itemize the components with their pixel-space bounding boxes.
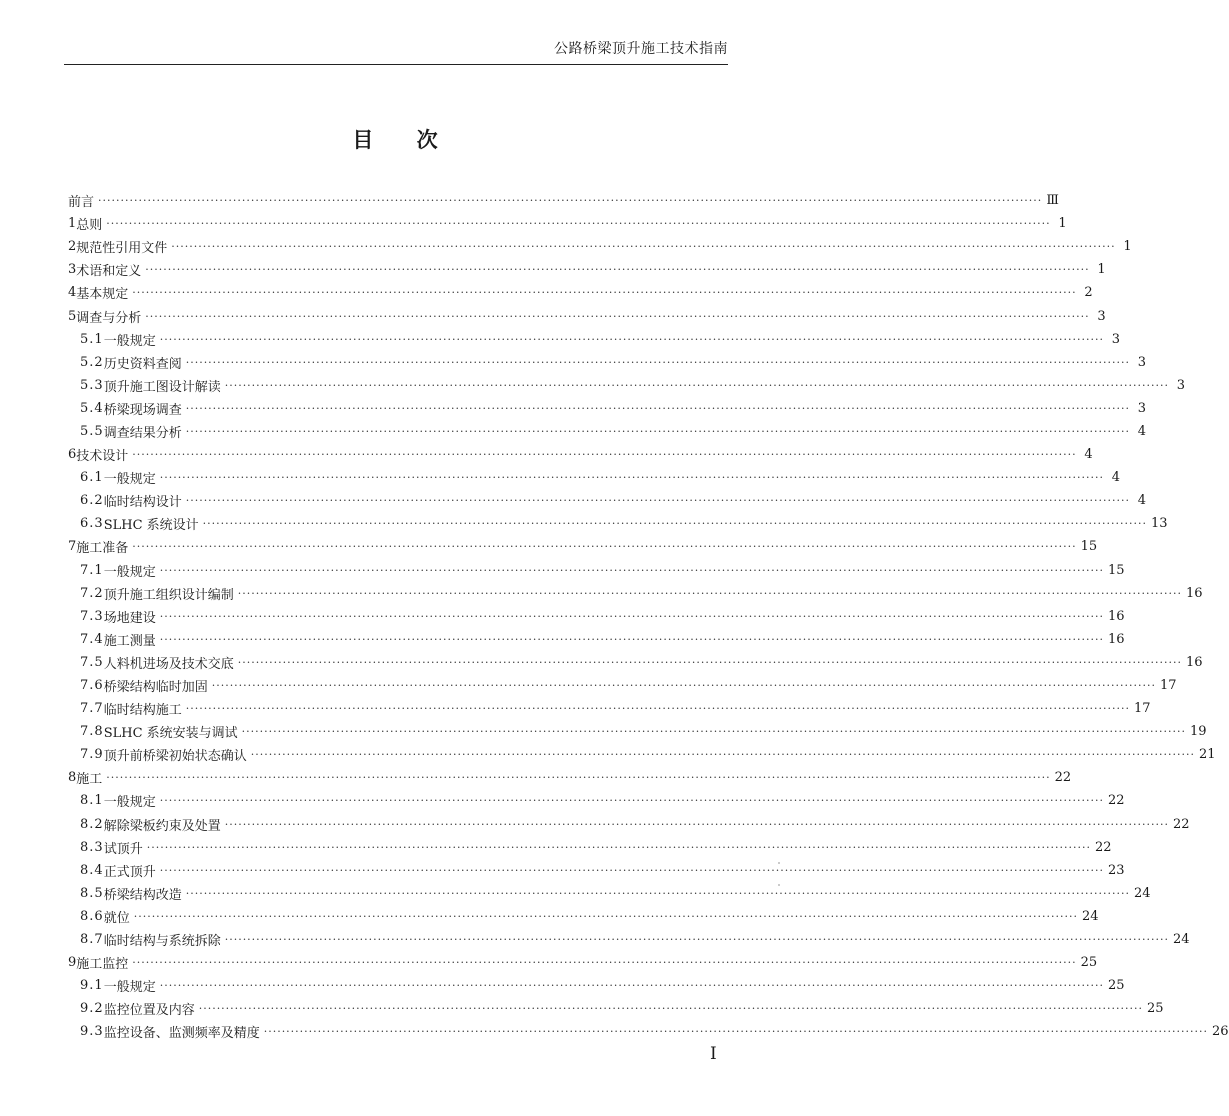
page-title: 目 次 xyxy=(352,128,438,152)
toc-entry-title: 规范性引用文件 xyxy=(76,241,168,257)
toc-leader-dots xyxy=(242,725,1186,738)
toc-entry[interactable] xyxy=(68,859,1125,882)
toc-entry-title: 监控位置及内容 xyxy=(103,1003,195,1019)
toc-entry[interactable] xyxy=(68,674,1177,697)
toc-entry[interactable] xyxy=(68,443,1093,466)
toc-entry-page: 24 xyxy=(1173,932,1190,948)
scan-speck xyxy=(778,884,780,886)
toc-entry-number: 7.8 xyxy=(80,724,104,740)
toc-entry[interactable] xyxy=(68,328,1120,351)
toc-entry-title: 技术设计 xyxy=(76,449,129,465)
toc-entry-title: 临时结构与系统拆除 xyxy=(103,934,221,950)
toc-entry-number: 2 xyxy=(68,239,77,255)
toc-entry-title: 一般规定 xyxy=(103,333,156,349)
toc-entry-number: 5.1 xyxy=(80,331,104,347)
toc-entry-number: 9.3 xyxy=(80,1024,104,1040)
toc-entry-page: 19 xyxy=(1189,724,1207,740)
toc-leader-dots xyxy=(264,1025,1208,1038)
toc-leader-dots xyxy=(160,564,1104,577)
toc-entry-title: 桥梁结构临时加固 xyxy=(103,680,208,696)
toc-leader-dots xyxy=(160,633,1104,646)
toc-entry[interactable] xyxy=(68,720,1207,743)
toc-leader-dots xyxy=(203,517,1147,530)
toc-entry[interactable] xyxy=(68,766,1072,789)
toc-entry[interactable] xyxy=(68,189,1059,212)
toc-leader-dots xyxy=(186,402,1130,415)
toc-entry-page: 4 xyxy=(1084,447,1093,463)
toc-entry-number: 7.5 xyxy=(80,654,104,670)
toc-entry-title: 一般规定 xyxy=(103,472,156,488)
toc-leader-dots xyxy=(106,771,1050,784)
toc-entry-page: 15 xyxy=(1108,562,1125,578)
toc-leader-dots xyxy=(98,194,1042,207)
toc-entry[interactable] xyxy=(68,489,1146,512)
toc-entry-number: 7.7 xyxy=(80,701,104,717)
toc-leader-dots xyxy=(212,679,1156,692)
toc-entry-title: 施工 xyxy=(76,772,103,788)
toc-leader-dots xyxy=(171,240,1115,253)
toc-leader-dots xyxy=(147,841,1091,854)
toc-entry-title: 桥梁现场调查 xyxy=(103,402,182,418)
toc-entry[interactable] xyxy=(68,582,1203,605)
toc-entry-title: 人料机进场及技术交底 xyxy=(103,656,234,672)
toc-entry[interactable] xyxy=(68,997,1164,1020)
toc-entry-page: 2 xyxy=(1084,285,1093,301)
toc-entry[interactable] xyxy=(68,466,1120,489)
toc-entry[interactable] xyxy=(68,836,1112,859)
toc-leader-dots xyxy=(132,448,1076,461)
toc-leader-dots xyxy=(238,587,1182,600)
toc-entry[interactable] xyxy=(68,882,1151,905)
toc-leader-dots xyxy=(225,818,1169,831)
toc-entry[interactable] xyxy=(68,1020,1229,1043)
toc-entry-page: 1 xyxy=(1123,239,1132,255)
toc-entry-title: 顶升施工组织设计编制 xyxy=(103,587,234,603)
toc-entry-number: 7.9 xyxy=(80,747,104,763)
header-rule xyxy=(64,64,728,65)
toc-entry[interactable] xyxy=(68,628,1125,651)
toc-leader-dots xyxy=(160,333,1104,346)
toc-entry[interactable] xyxy=(68,789,1125,812)
toc-leader-dots xyxy=(160,864,1104,877)
toc-entry[interactable] xyxy=(68,374,1185,397)
toc-entry-page: 25 xyxy=(1080,955,1098,971)
toc-entry-page: Ⅲ xyxy=(1046,193,1059,209)
toc-entry-number: 6.2 xyxy=(80,493,104,509)
toc-entry-number: 8.4 xyxy=(80,862,104,878)
toc-entry-page: 4 xyxy=(1137,423,1146,439)
toc-entry-title: 施工监控 xyxy=(76,957,129,973)
toc-leader-dots xyxy=(186,702,1130,715)
toc-leader-dots xyxy=(160,979,1104,992)
toc-entry[interactable] xyxy=(68,420,1146,443)
toc-entry-title: 调查与分析 xyxy=(76,310,142,326)
toc-entry[interactable] xyxy=(68,351,1146,374)
toc-entry-number: 8.6 xyxy=(80,908,104,924)
toc-entry[interactable] xyxy=(68,212,1067,235)
toc-entry-number: 8.7 xyxy=(80,932,104,948)
toc-entry-number: 7.3 xyxy=(80,608,104,624)
toc-entry-title: 场地建设 xyxy=(103,610,156,626)
toc-leader-dots xyxy=(132,540,1076,553)
running-header-title: 公路桥梁顶升施工技术指南 xyxy=(554,41,728,57)
toc-leader-dots xyxy=(186,494,1130,507)
toc-entry-title: 基本规定 xyxy=(76,287,129,303)
toc-leader-dots xyxy=(145,310,1089,323)
toc-leader-dots xyxy=(160,610,1104,623)
toc-entry-page: 24 xyxy=(1134,885,1151,901)
toc-leader-dots xyxy=(145,263,1089,276)
toc-entry-number: 8.3 xyxy=(80,839,104,855)
toc-entry-title: 解除梁板约束及处置 xyxy=(103,818,221,834)
toc-entry-page: 22 xyxy=(1095,839,1112,855)
toc-entry-title: 历史资料查阅 xyxy=(103,356,182,372)
toc-entry[interactable] xyxy=(68,281,1093,304)
toc-leader-dots xyxy=(238,656,1182,669)
toc-entry[interactable] xyxy=(68,304,1106,327)
toc-entry-title: SLHC 系统设计 xyxy=(103,518,199,534)
toc-entry-number: 9.2 xyxy=(80,1001,104,1017)
toc-entry-number: 8.2 xyxy=(80,816,104,832)
toc-entry[interactable] xyxy=(68,743,1216,766)
toc-entry-number: 7.6 xyxy=(80,678,104,694)
toc-entry-title: 施工测量 xyxy=(103,633,156,649)
toc-entry-page: 21 xyxy=(1199,747,1216,763)
toc-entry-number: 8.5 xyxy=(80,885,104,901)
toc-entry[interactable] xyxy=(68,951,1098,974)
toc-entry-title: 桥梁结构改造 xyxy=(103,887,182,903)
toc-entry-page: 1 xyxy=(1097,262,1106,278)
toc-entry[interactable] xyxy=(68,235,1132,258)
toc-entry[interactable] xyxy=(68,258,1106,281)
toc-entry-title: 调查结果分析 xyxy=(103,425,182,441)
toc-entry-number: 5.5 xyxy=(80,423,104,439)
toc-leader-dots xyxy=(160,794,1104,807)
toc-entry-title: 监控设备、监测频率及精度 xyxy=(103,1026,260,1042)
toc-entry[interactable] xyxy=(68,651,1203,674)
toc-entry-page: 4 xyxy=(1111,470,1120,486)
toc-entry-number: 1 xyxy=(68,216,77,232)
toc-leader-dots xyxy=(199,1002,1143,1015)
toc-entry-title: 术语和定义 xyxy=(76,264,142,280)
toc-entry-number: 4 xyxy=(68,285,77,301)
toc-entry-page: 1 xyxy=(1058,216,1067,232)
toc-entry-page: 4 xyxy=(1137,493,1146,509)
toc-entry-title: 正式顶升 xyxy=(103,864,156,880)
toc-entry[interactable] xyxy=(68,512,1168,535)
toc-leader-dots xyxy=(160,471,1104,484)
toc-entry-page: 3 xyxy=(1137,354,1146,370)
toc-entry-page: 25 xyxy=(1147,1001,1164,1017)
toc-entry-number: 7.4 xyxy=(80,631,104,647)
toc-entry-title: 试顶升 xyxy=(103,841,143,857)
toc-leader-dots xyxy=(225,933,1169,946)
toc-entry-title: 总则 xyxy=(76,218,103,234)
toc-entry-title: 前言 xyxy=(68,195,95,211)
toc-entry-page: 25 xyxy=(1108,978,1125,994)
toc-entry-number: 7 xyxy=(68,539,77,555)
toc-leader-dots xyxy=(186,887,1130,900)
toc-entry-number: 6.1 xyxy=(80,470,104,486)
toc-entry[interactable] xyxy=(68,905,1099,928)
toc-entry-number: 6 xyxy=(68,447,77,463)
toc-entry-number: 7.1 xyxy=(80,562,104,578)
toc-entry-number: 9 xyxy=(68,955,77,971)
toc-entry-page: 15 xyxy=(1080,539,1098,555)
toc-entry-page: 22 xyxy=(1054,770,1072,786)
toc-entry-number: 7.2 xyxy=(80,585,104,601)
toc-entry-page: 3 xyxy=(1176,377,1185,393)
toc-leader-dots xyxy=(132,956,1076,969)
toc-entry-page: 22 xyxy=(1108,793,1125,809)
toc-entry[interactable] xyxy=(68,697,1151,720)
toc-leader-dots xyxy=(251,748,1195,761)
toc-leader-dots xyxy=(134,910,1078,923)
toc-entry-page: 24 xyxy=(1082,908,1099,924)
toc-entry-number: 8.1 xyxy=(80,793,104,809)
toc-entry[interactable] xyxy=(68,397,1146,420)
toc-entry-title: 顶升施工图设计解读 xyxy=(103,379,221,395)
toc-entry-number: 5.4 xyxy=(80,400,104,416)
table-of-contents xyxy=(68,189,1229,1043)
toc-entry-title: 就位 xyxy=(103,910,130,926)
toc-entry-page: 3 xyxy=(1097,308,1106,324)
toc-entry-number: 3 xyxy=(68,262,77,278)
toc-entry-title: 一般规定 xyxy=(103,980,156,996)
toc-entry-title: SLHC 系统安装与调试 xyxy=(103,726,238,742)
toc-entry-number: 6.3 xyxy=(80,516,104,532)
toc-entry-title: 临时结构施工 xyxy=(103,703,182,719)
toc-entry-page: 16 xyxy=(1186,585,1203,601)
toc-entry-number: 8 xyxy=(68,770,77,786)
toc-entry-page: 23 xyxy=(1108,862,1125,878)
toc-leader-dots xyxy=(186,425,1130,438)
toc-entry-page: 17 xyxy=(1134,701,1151,717)
toc-leader-dots xyxy=(132,286,1076,299)
toc-entry[interactable] xyxy=(68,974,1125,997)
toc-entry-page: 3 xyxy=(1111,331,1120,347)
toc-entry-title: 临时结构设计 xyxy=(103,495,182,511)
toc-entry-title: 一般规定 xyxy=(103,564,156,580)
toc-entry[interactable] xyxy=(68,928,1190,951)
toc-entry-number: 5.2 xyxy=(80,354,104,370)
toc-entry-page: 16 xyxy=(1108,631,1125,647)
toc-entry[interactable] xyxy=(68,535,1098,558)
page-number: I xyxy=(710,1044,717,1064)
toc-entry-title: 一般规定 xyxy=(103,795,156,811)
toc-entry-title: 顶升前桥梁初始状态确认 xyxy=(103,749,247,765)
toc-leader-dots xyxy=(186,356,1130,369)
toc-entry-page: 22 xyxy=(1173,816,1190,832)
toc-leader-dots xyxy=(106,217,1050,230)
toc-entry-number: 9.1 xyxy=(80,978,104,994)
toc-entry-page: 3 xyxy=(1137,400,1146,416)
toc-entry[interactable] xyxy=(68,559,1125,582)
toc-entry-page: 26 xyxy=(1212,1024,1229,1040)
toc-leader-dots xyxy=(225,379,1169,392)
scan-speck xyxy=(778,862,780,864)
toc-entry-page: 16 xyxy=(1108,608,1125,624)
toc-entry-number: 5.3 xyxy=(80,377,104,393)
toc-entry-number: 5 xyxy=(68,308,77,324)
toc-entry[interactable] xyxy=(68,605,1125,628)
toc-entry-page: 13 xyxy=(1150,516,1168,532)
toc-entry-title: 施工准备 xyxy=(76,541,129,557)
toc-entry[interactable] xyxy=(68,813,1190,836)
toc-entry-page: 17 xyxy=(1160,678,1177,694)
toc-entry-page: 16 xyxy=(1186,654,1203,670)
